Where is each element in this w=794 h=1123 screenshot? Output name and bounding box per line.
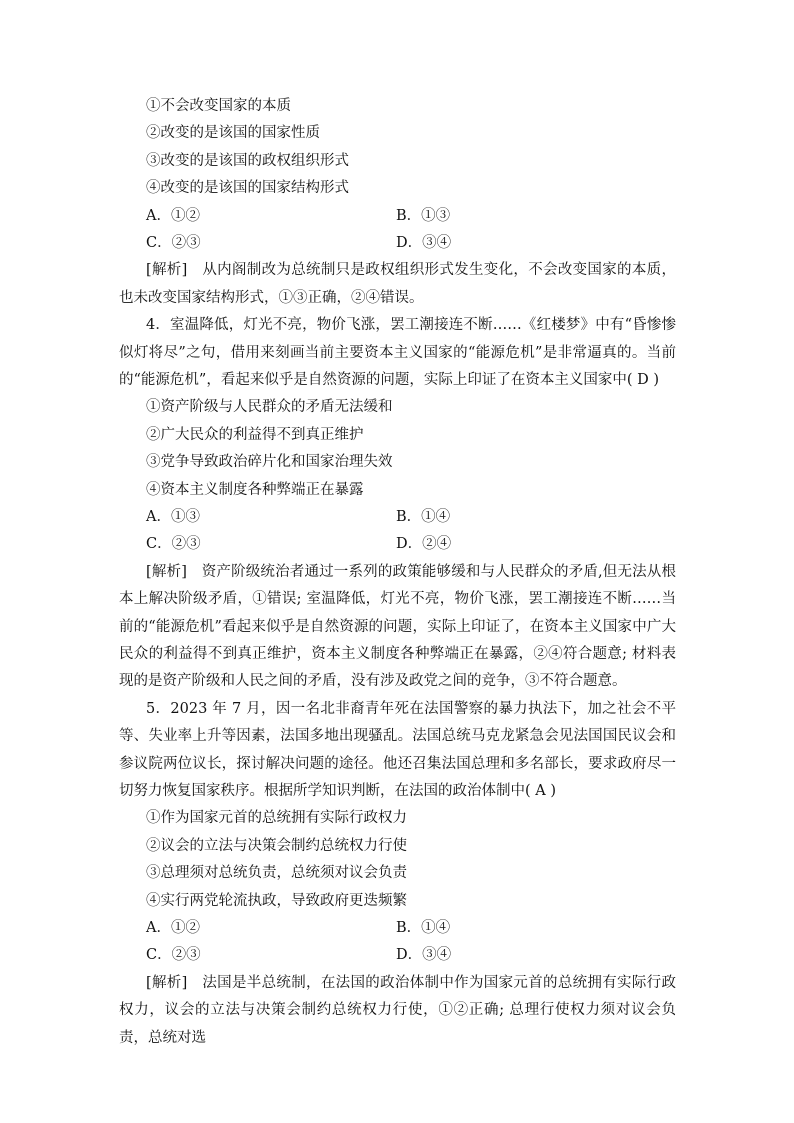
- q5-choice-a: A．①②: [146, 919, 200, 936]
- q5-analysis-text: 法国是半总统制，在法国的政治体制中作为国家元首的总统拥有实际行政权力，议会的立法与决策会制约总统权力行使，①②正确; 总理行使权力须对议会负责，总统对选: [119, 974, 676, 1046]
- q4-statement-2: ②广大民众的利益得不到真正维护: [146, 426, 364, 443]
- q4-analysis-text: 资产阶级统治者通过一系列的政策能够缓和与人民群众的矛盾,但无法从根本上解决阶级矛盾，①错误; 室温降低，灯光不亮，物价飞涨，罢工潮接连不断……当前的“能源危机”看起来似乎是自然资源的问题，实际上印证了，在资本主义国家中广大民众的利益得不到真正维护，资本主义制度各种弊端正在暴露，②④符合题意; 材料表现的是资产阶级和人民之间的矛盾，没有涉及政党之间的竞争，③不符合题意。: [119, 563, 676, 690]
- page-content: [119, 93, 676, 1052]
- q3-analysis-text: 从内阁制改为总统制只是政权组织形式发生变化，不会改变国家的本质，也未改变国家结构形式，①③正确，②④错误。: [119, 262, 676, 306]
- q5-choice-row-2: [119, 942, 676, 969]
- q3-statement-1: ①不会改变国家的本质: [146, 98, 291, 114]
- q4-statement-4: ④资本主义制度各种弊端正在暴露: [146, 481, 364, 498]
- q4-choice-d: D．②④: [396, 536, 452, 553]
- q4-choice-b: B．①④: [396, 508, 451, 525]
- q4-choice-c: C．②③: [146, 536, 201, 553]
- q3-choice-b: B．①③: [396, 207, 451, 224]
- q4-statement-3: ③党争导致政治碎片化和国家治理失效: [146, 454, 393, 471]
- q5-stem: 5．2023 年 7 月，因一名北非裔青年死在法国警察的暴力执法下，加之社会不平等、失业率上升等因素，法国多地出现骚乱。法国总统马克龙紧急会见法国国民议会和参议院两位议长，探讨解决问题的途径。他还召集法国总理和多名部长，要求政府尽一切努力恢复国家秩序。根据所学知识判断，在法国的政治体制中( A ): [119, 700, 676, 799]
- q3-statement-3: ③改变的是该国的政权组织形式: [146, 152, 349, 169]
- q4-statement-1: ①资产阶级与人民群众的矛盾无法缓和: [146, 399, 393, 416]
- q3-choice-d: D．③④: [396, 234, 452, 251]
- q3-choice-row-1: [119, 203, 676, 230]
- q3-statement-2: ②改变的是该国的国家性质: [146, 125, 320, 142]
- q5-analysis-tag: [解析]: [146, 974, 188, 991]
- q5-statement-2: ②议会的立法与决策会制约总统权力行使: [146, 837, 407, 854]
- q5-choice-row-1: [119, 915, 676, 942]
- q5-statement-1: ①作为国家元首的总统拥有实际行政权力: [146, 810, 407, 827]
- q5-statement-4: ④实行两党轮流执政，导致政府更迭频繁: [146, 892, 407, 909]
- q3-choice-a: A．①②: [146, 207, 200, 224]
- q3-analysis-tag: [解析]: [146, 262, 188, 279]
- q3-choice-c: C．②③: [146, 234, 201, 251]
- q4-analysis: [119, 559, 676, 696]
- q5-choice-b: B．①④: [396, 919, 451, 936]
- q5-choice-c: C．②③: [146, 947, 201, 964]
- q4-choice-a: A．①③: [146, 508, 200, 525]
- q4-choice-row-1: [119, 504, 676, 531]
- q4-stem: 4．室温降低，灯光不亮，物价飞涨，罢工潮接连不断……《红楼梦》中有“昏惨惨似灯将尽”之句，借用来刻画当前主要资本主义国家的“能源危机”是非常逼真的。当前的“能源危机”，看起来似乎是自然资源的问题，实际上印证了在资本主义国家中( D ): [119, 317, 676, 388]
- q4-analysis-tag: [解析]: [146, 563, 187, 580]
- q5-statement-3: ③总理须对总统负责，总统须对议会负责: [146, 865, 407, 882]
- q3-analysis: [119, 257, 676, 312]
- q3-statement-4: ④改变的是该国的国家结构形式: [146, 180, 349, 197]
- q5-choice-d: D．③④: [396, 947, 452, 964]
- q4-choice-row-2: [119, 531, 676, 558]
- q3-choice-row-2: [119, 230, 676, 257]
- q5-analysis: [119, 970, 676, 1052]
